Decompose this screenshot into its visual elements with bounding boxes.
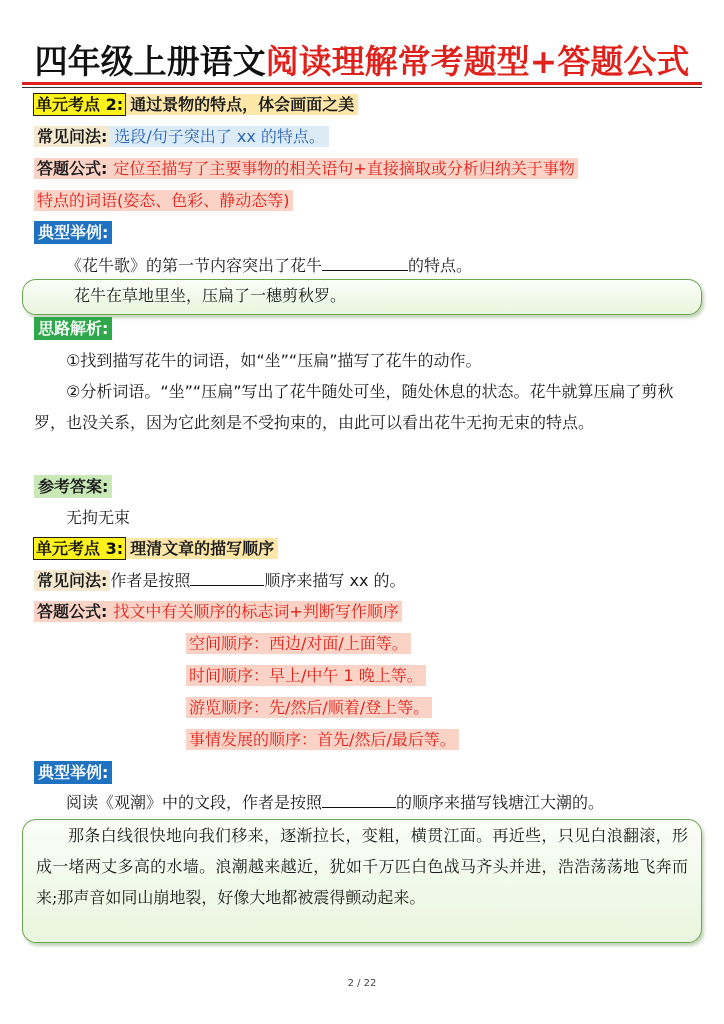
title-red: 阅读理解常考题型+答题公式: [265, 42, 690, 81]
section3-question-label: 常见问法:: [34, 570, 110, 591]
order-item: [186, 665, 426, 687]
answer-blank: [322, 256, 408, 271]
section3-example-tag: 典型举例:: [34, 761, 112, 784]
section2-analysis-row: [34, 318, 112, 340]
section2-heading: 通过景物的特点，体会画面之美: [126, 94, 358, 115]
section2-formula-row: [34, 158, 578, 180]
section2-example-tag: 典型举例:: [34, 221, 112, 244]
section3-formula-label: 答题公式:: [34, 601, 110, 622]
section3-formula-row: [34, 601, 402, 623]
section2-question-row: [34, 126, 329, 148]
section2-formula-line1: 定位至描写了主要事物的相关语句+直接摘取或分析归纳关于事物: [110, 158, 577, 179]
section3-question-row: [34, 570, 406, 592]
section3-example-post: 的顺序来描写钱塘江大潮的。: [396, 793, 605, 812]
order-event: 事情发展的顺序：首先/然后/最后等。: [186, 729, 459, 750]
section2-formula-label: 答题公式:: [34, 158, 110, 179]
section2-example-pre: 《花牛歌》的第一节内容突出了花牛: [66, 256, 323, 275]
title-rule-red: [22, 82, 702, 85]
section2-analysis-tag: 思路解析:: [34, 317, 112, 340]
section2-analysis1: ①找到描写花牛的词语，如“坐”“压扁”描写了花牛的动作。: [66, 351, 482, 370]
section2-example-question: [66, 255, 472, 277]
section2-answer: 无拘无束: [66, 508, 131, 527]
section3-question-pre: 作者是按照: [110, 571, 191, 590]
answer-blank: [190, 571, 264, 586]
section3-formula: 找文中有关顺序的标志词+判断写作顺序: [110, 601, 401, 622]
section2-analysis2: ②分析词语。“坐”“压扁”写出了花牛随处可坐，随处休息的状态。花牛就算压扁了剪秋罗，也没关系，因为它此刻是不受拘束的，由此可以看出花牛无拘无束的特点。: [34, 382, 674, 432]
section3-example-pre: 阅读《观潮》中的文段，作者是按照: [66, 793, 323, 812]
section2-formula-line2: 特点的词语(姿态、色彩、静动态等): [34, 190, 293, 211]
page-number: 2 / 22: [347, 978, 377, 989]
answer-blank: [322, 793, 396, 808]
section3-header: [33, 538, 278, 560]
order-item: [186, 729, 459, 751]
section2-answer-row: [34, 476, 112, 498]
title-rule-dark: [22, 87, 702, 88]
section3-example-row: [34, 762, 112, 784]
title-black: 四年级上册语文: [34, 42, 266, 81]
page-title: [0, 36, 724, 83]
section2-example-post: 的特点。: [408, 256, 473, 275]
section3-passage: 那条白线很快地向我们移来，逐渐拉长，变粗，横贯江面。再近些，只见白浪翻滚，形成一堵两丈多高的水墙。浪潮越来越近，犹如千万匹白色战马齐头并进，浩浩荡荡地飞奔而来;那声音如同山崩地裂，好像大地都被震得颤动起来。: [36, 826, 688, 907]
order-time: 时间顺序：早上/中午 1 晚上等。: [186, 665, 426, 686]
section3-heading: 理清文章的描写顺序: [126, 538, 278, 559]
order-tour: 游览顺序：先/然后/顺着/登上等。: [186, 697, 432, 718]
section2-answer-tag: 参考答案:: [34, 475, 112, 498]
section2-question-label: 常见问法:: [34, 126, 110, 147]
section3-question-post: 顺序来描写 xx 的。: [264, 571, 406, 590]
section2-label: 单元考点 2:: [33, 93, 126, 116]
section2-formula-row2: [34, 190, 293, 212]
order-item: [186, 697, 432, 719]
section3-label: 单元考点 3:: [33, 537, 126, 560]
section2-quote: 花牛在草地里坐，压扁了一穗剪秋罗。: [74, 286, 347, 305]
section3-example-question: [66, 792, 604, 814]
order-item: [186, 633, 411, 655]
order-space: 空间顺序：西边/对面/上面等。: [186, 633, 411, 654]
section2-question: 选段/句子突出了 xx 的特点。: [110, 126, 329, 147]
section2-header: [33, 94, 358, 116]
section2-example-row: [34, 222, 112, 244]
